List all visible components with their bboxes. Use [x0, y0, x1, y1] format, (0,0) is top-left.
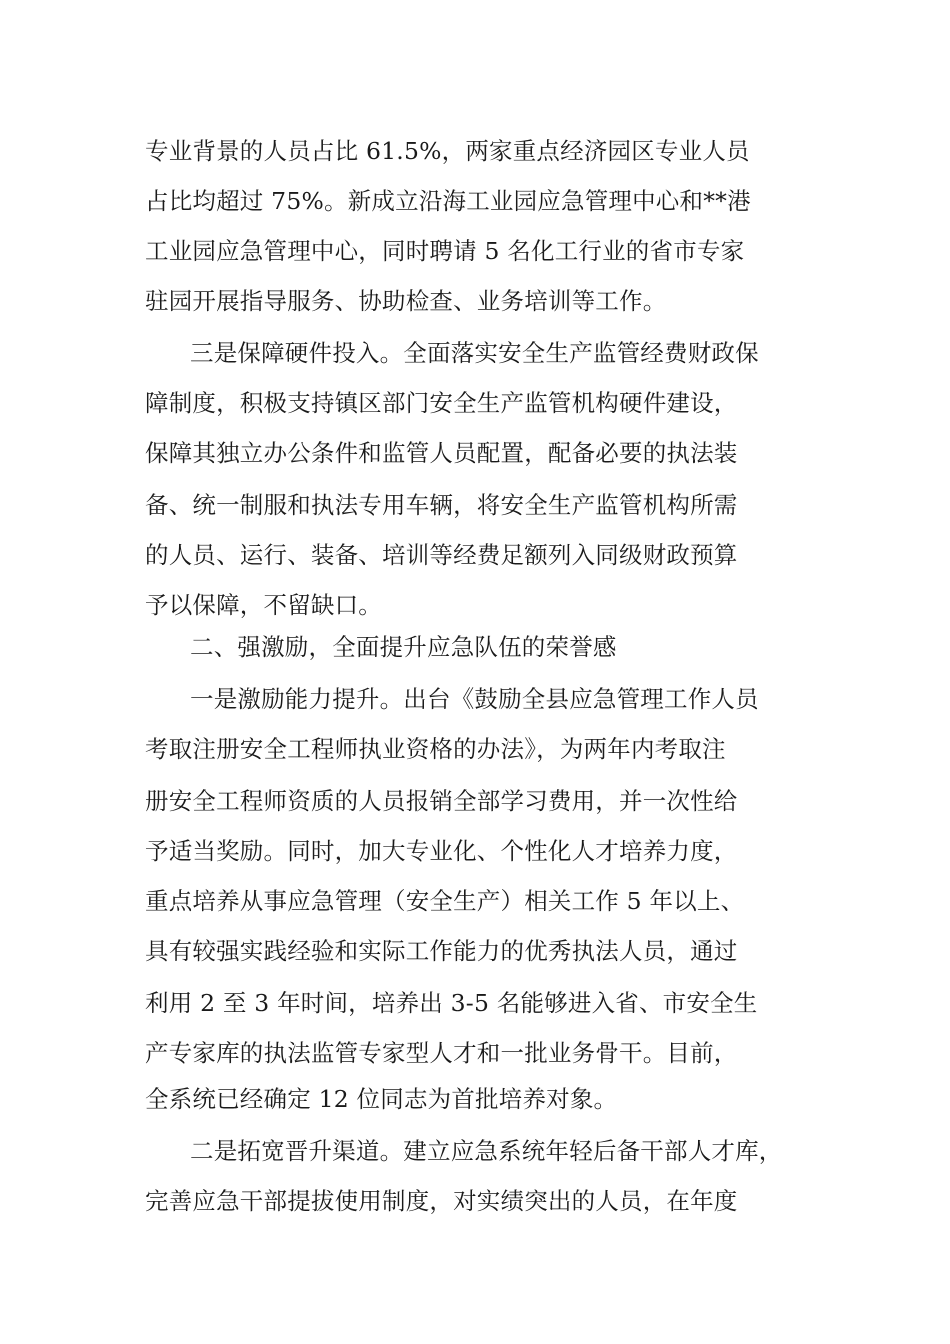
text-line: 全系统已经确定 12 位同志为首批培养对象。	[145, 1085, 618, 1113]
text-line: 考取注册安全工程师执业资格的办法》，为两年内考取注	[145, 735, 726, 763]
text-line: 予以保障，不留缺口。	[145, 591, 382, 619]
text-line: 册安全工程师资质的人员报销全部学习费用，并一次性给	[145, 787, 738, 815]
section-heading: 二、强激励，全面提升应急队伍的荣誉感	[190, 633, 617, 661]
text-line: 工业园应急管理中心，同时聘请 5 名化工行业的省市专家	[145, 237, 745, 265]
text-line: 利用 2 至 3 年时间，培养出 3-5 名能够进入省、市安全生	[145, 989, 758, 1017]
text-line: 占比均超过 75%。新成立沿海工业园应急管理中心和**港	[145, 187, 751, 215]
text-line: 备、统一制服和执法专用车辆，将安全生产监管机构所需	[145, 491, 738, 519]
text-line: 产专家库的执法监管专家型人才和一批业务骨干。目前，	[145, 1039, 738, 1067]
text-line: 重点培养从事应急管理（安全生产）相关工作 5 年以上、	[145, 887, 745, 915]
text-line: 专业背景的人员占比 61.5%，两家重点经济园区专业人员	[145, 137, 750, 165]
text-line: 完善应急干部提拔使用制度，对实绩突出的人员，在年度	[145, 1187, 738, 1215]
text-line: 的人员、运行、装备、培训等经费足额列入同级财政预算	[145, 541, 738, 569]
paragraph-first-line: 三是保障硬件投入。全面落实安全生产监管经费财政保	[190, 339, 759, 367]
text-line: 予适当奖励。同时，加大专业化、个性化人才培养力度，	[145, 837, 738, 865]
text-line: 驻园开展指导服务、协助检查、业务培训等工作。	[145, 287, 667, 315]
paragraph-first-line: 一是激励能力提升。出台《鼓励全县应急管理工作人员	[190, 685, 759, 713]
text-line: 障制度，积极支持镇区部门安全生产监管机构硬件建设，	[145, 389, 738, 417]
paragraph-first-line: 二是拓宽晋升渠道。建立应急系统年轻后备干部人才库，	[190, 1137, 783, 1165]
text-line: 具有较强实践经验和实际工作能力的优秀执法人员，通过	[145, 937, 738, 965]
text-line: 保障其独立办公条件和监管人员配置，配备必要的执法装	[145, 439, 738, 467]
